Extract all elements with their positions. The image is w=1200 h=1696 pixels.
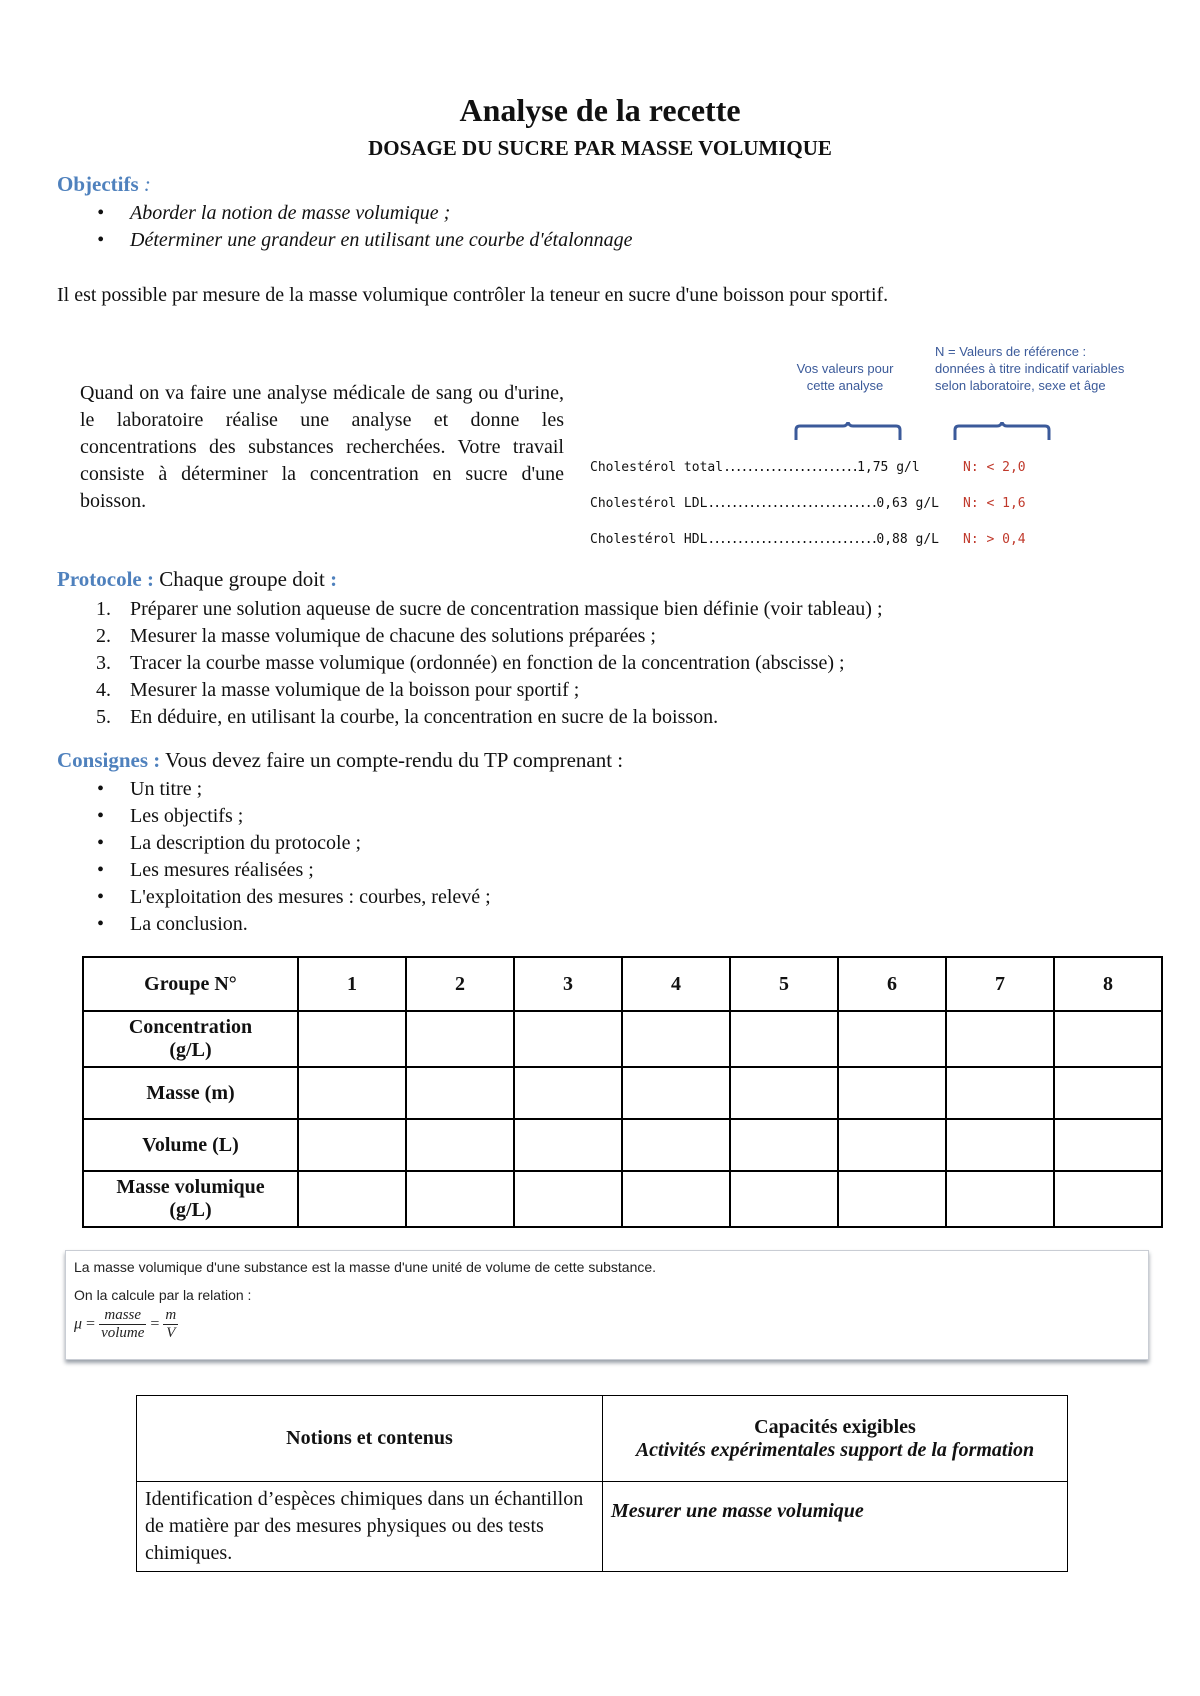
context-paragraph: Quand on va faire une analyse médicale de sang ou d'urine, le laboratoire réalise une analyse et donne les concentrations des substances recherchées. Votre travail consiste à déterminer la concentration en sucre d'une boisson. [80,382,564,512]
row-label-cell [83,1067,298,1119]
capacities-header [603,1396,1068,1482]
density-formula [74,1307,178,1342]
table-header-cell: Groupe N° [83,957,298,1011]
lab-row-name: Cholestérol HDL [590,532,708,547]
capacities-title: Capacités exigibles [754,1415,916,1438]
notions-body: Identification d’espèces chimiques dans un échantillon de matière par des mesures physiques ou des tests chimiques. [137,1482,603,1572]
row-label-line: Masse (m) [146,1081,235,1104]
data-cell[interactable] [514,1067,622,1119]
list-item [96,650,1130,677]
group-number-cell: 5 [730,957,838,1011]
protocol-colon: : [330,567,338,591]
data-cell[interactable] [406,1119,514,1171]
list-item [96,704,1130,731]
protocol-heading: Protocole : [57,567,154,591]
data-cell[interactable] [730,1011,838,1067]
step-text: Tracer la courbe masse volumique (ordonnée) en fonction de la concentration (abscisse) ; [130,652,845,674]
data-cell[interactable] [838,1011,946,1067]
objectives-heading: Objectifs [57,172,139,196]
data-cell[interactable] [298,1119,406,1171]
list-item [96,677,1130,704]
data-cell[interactable] [1054,1011,1162,1067]
data-cell[interactable] [838,1171,946,1227]
notions-header: Notions et contenus [137,1396,603,1482]
data-cell[interactable] [622,1067,730,1119]
data-cell[interactable] [730,1119,838,1171]
data-cell[interactable] [298,1067,406,1119]
list-item: • L'exploitation des mesures : courbes, relevé ; [130,884,1130,911]
data-cell[interactable] [946,1011,1054,1067]
row-label-line: Concentration [128,1016,253,1038]
definition-text: La masse volumique d'une substance est la masse d'une unité de volume de cette substance. [74,1259,657,1275]
row-label-cell [83,1119,298,1171]
data-cell[interactable] [838,1067,946,1119]
lab-row-name: Cholestérol LDL [590,496,708,511]
lab-row: Cholestérol total.......................1,75 g/l N: < 2,0 [590,460,1026,475]
capacities-body: Mesurer une masse volumique [603,1482,1068,1572]
row-label-unit: (g/L) [169,1199,212,1221]
group-number-cell: 6 [838,957,946,1011]
fraction-numerator: m [165,1307,177,1323]
fraction-denominator: V [166,1325,176,1341]
fraction-denominator: volume [101,1325,145,1341]
measurement-table [82,956,1163,1228]
your-values-label: Vos valeurs pour cette analyse [796,361,894,393]
objectives-colon: : [143,172,151,196]
objectives-heading-line [57,172,151,197]
table-row [137,1482,1068,1572]
data-cell[interactable] [514,1119,622,1171]
formula-equals: = [150,1315,160,1333]
group-number-cell: 1 [298,957,406,1011]
step-text: Mesurer la masse volumique de chacune des solutions préparées ; [130,625,656,647]
data-cell[interactable] [406,1011,514,1067]
step-number: 5. [96,706,111,728]
protocol-steps [96,596,1130,731]
lab-row-reference: N: < 2,0 [963,460,1026,475]
data-cell[interactable] [1054,1067,1162,1119]
lab-row-value: 0,88 g/L [876,532,940,547]
capacities-subtitle: Activités expérimentales support de la formation [635,1438,1035,1461]
data-cell[interactable] [406,1067,514,1119]
table-header-row [137,1396,1068,1482]
data-cell[interactable] [514,1171,622,1227]
data-cell[interactable] [838,1119,946,1171]
data-cell[interactable] [1054,1119,1162,1171]
table-row [83,1011,1162,1067]
instructions-heading-line [57,748,623,773]
formula-fraction [163,1307,178,1342]
data-cell[interactable] [622,1119,730,1171]
row-label-cell [83,1171,298,1227]
page-subtitle: DOSAGE DU SUCRE PAR MASSE VOLUMIQUE [368,136,832,160]
list-item: • Un titre ; [130,776,1130,803]
lab-row-value: 0,63 g/L [876,496,940,511]
table-header-row [83,957,1162,1011]
protocol-lead: Chaque groupe doit [159,567,325,591]
instructions-list [130,776,1130,938]
instructions-lead: Vous devez faire un compte-rendu du TP comprenant : [165,748,624,772]
table-row [83,1119,1162,1171]
list-item: • Les mesures réalisées ; [130,857,1130,884]
data-cell[interactable] [1054,1171,1162,1227]
table-row [83,1067,1162,1119]
step-number: 2. [96,625,111,647]
list-item: • Aborder la notion de masse volumique ; [130,200,1130,227]
group-number-cell: 4 [622,957,730,1011]
lab-row: Cholestérol HDL.............................0,88 g/L N: > 0,4 [590,532,1026,547]
intro-text: Il est possible par mesure de la masse volumique contrôler la teneur en sucre d'une boisson pour sportif. [57,284,889,306]
lab-results-figure [585,340,1125,550]
reference-brace-icon [952,422,1052,442]
data-cell[interactable] [730,1171,838,1227]
data-cell[interactable] [730,1067,838,1119]
step-text: En déduire, en utilisant la courbe, la concentration en sucre de la boisson. [130,706,719,728]
definition-box [65,1250,1149,1360]
data-cell[interactable] [406,1171,514,1227]
fraction-numerator: masse [99,1307,146,1325]
data-cell[interactable] [622,1171,730,1227]
row-label-line: Masse volumique [116,1176,265,1198]
data-cell[interactable] [298,1171,406,1227]
row-label-unit: (g/L) [169,1039,212,1061]
formula-equals: = [86,1315,96,1333]
lab-row-reference: N: > 0,4 [963,532,1026,547]
data-cell[interactable] [946,1067,1054,1119]
lab-row-value: 1,75 g/l [857,460,920,475]
lab-row: Cholestérol LDL.............................0,63 g/L N: < 1,6 [590,496,1026,511]
objectives-list [130,200,1130,254]
page-title: Analyse de la recette [459,92,741,128]
row-label-line: Volume (L) [142,1133,239,1156]
step-number: 1. [96,598,111,620]
lab-row-name: Cholestérol total [590,460,724,475]
definition-relation-label: On la calcule par la relation : [74,1287,252,1303]
table-row [83,1171,1162,1227]
your-values-brace-icon [793,422,903,442]
group-number-cell: 2 [406,957,514,1011]
notions-table [136,1395,1068,1572]
formula-symbol: μ [74,1315,83,1333]
group-number-cell: 3 [514,957,622,1011]
step-number: 4. [96,679,111,701]
row-label-cell [83,1011,298,1067]
step-text: Mesurer la masse volumique de la boisson pour sportif ; [130,679,580,701]
list-item: • La description du protocole ; [130,830,1130,857]
list-item [96,596,1130,623]
list-item: • La conclusion. [130,911,1130,938]
step-text: Préparer une solution aqueuse de sucre de concentration massique bien définie (voir tableau) ; [130,598,883,620]
data-cell[interactable] [514,1011,622,1067]
data-cell[interactable] [946,1171,1054,1227]
list-item: • Déterminer une grandeur en utilisant une courbe d'étalonnage [130,227,1130,254]
formula-fraction [99,1307,146,1342]
list-item [96,623,1130,650]
instructions-heading: Consignes : [57,748,161,772]
reference-label: N = Valeurs de référence : données à titre indicatif variables selon laboratoire, sexe et âge [935,344,1125,393]
data-cell[interactable] [946,1119,1054,1171]
group-number-cell: 8 [1054,957,1162,1011]
group-number-cell: 7 [946,957,1054,1011]
list-item: • Les objectifs ; [130,803,1130,830]
lab-row-reference: N: < 1,6 [963,496,1026,511]
data-cell[interactable] [622,1011,730,1067]
protocol-heading-line [57,567,337,592]
step-number: 3. [96,652,111,674]
data-cell[interactable] [298,1011,406,1067]
